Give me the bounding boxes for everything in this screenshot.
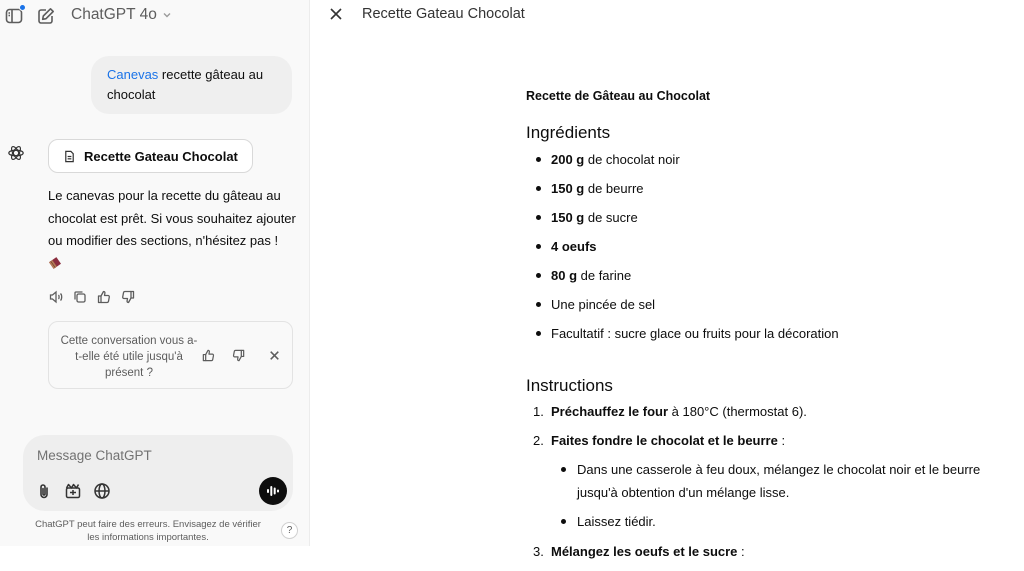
sidebar-toggle-icon[interactable] xyxy=(4,6,24,26)
feedback-thumbs-down-icon[interactable] xyxy=(231,348,246,363)
chatgpt-logo-icon xyxy=(7,144,25,162)
instruction-step: 1. Préchauffez le four à 180°C (thermostat 6). xyxy=(533,404,807,419)
copy-icon[interactable] xyxy=(72,289,88,305)
read-aloud-icon[interactable] xyxy=(48,289,64,305)
canvas-tag: Canevas xyxy=(107,67,159,82)
feedback-card xyxy=(48,321,293,389)
user-message-text: recette gâteau au chocolat xyxy=(107,67,264,102)
ingredients-list xyxy=(526,150,996,353)
feedback-question: Cette conversation vous a-t-elle été utile jusqu'à présent ? xyxy=(60,335,198,379)
assistant-message xyxy=(48,185,296,275)
thumbs-down-icon[interactable] xyxy=(120,289,136,305)
feedback-thumbs-up-icon[interactable] xyxy=(201,348,216,363)
chat-panel xyxy=(0,0,310,546)
ingredient-item: 200 g de chocolat noir xyxy=(526,150,996,179)
substep-item: Dans une casserole à feu doux, mélangez le chocolat noir et le beurre jusqu'à obtention d'un mélange lisse. xyxy=(551,458,996,504)
message-input[interactable] xyxy=(37,445,267,465)
substep-item: Laissez tiédir. xyxy=(551,510,996,533)
chat-header xyxy=(0,0,310,30)
canvas-document[interactable] xyxy=(526,86,996,571)
canvas-tool-icon[interactable] xyxy=(64,482,82,500)
step-substeps xyxy=(551,458,996,533)
instructions-heading: Instructions xyxy=(526,376,613,395)
chocolate-bar-icon xyxy=(48,254,62,266)
new-chat-icon[interactable] xyxy=(36,6,56,26)
attach-paperclip-icon[interactable] xyxy=(35,482,53,500)
ingredient-item: 4 oeufs xyxy=(526,237,996,266)
close-canvas-icon[interactable] xyxy=(328,6,344,22)
notification-dot xyxy=(19,4,26,11)
document-heading: Recette de Gâteau au Chocolat xyxy=(526,89,711,103)
assistant-message-text: Le canevas pour la recette du gâteau au chocolat est prêt. Si vous souhaitez ajouter ou modifier des sections, n'hésitez pas ! xyxy=(48,188,296,248)
canvas-panel xyxy=(311,0,1024,559)
ingredient-item: Une pincée de sel xyxy=(526,295,996,324)
message-actions xyxy=(48,289,136,305)
message-composer xyxy=(23,435,293,511)
ingredient-item: Facultatif : sucre glace ou fruits pour la décoration xyxy=(526,324,996,353)
help-button[interactable]: ? xyxy=(281,522,298,539)
ingredient-item: 150 g de beurre xyxy=(526,179,996,208)
model-selector[interactable] xyxy=(71,6,173,24)
open-canvas-button[interactable] xyxy=(48,139,253,173)
dismiss-feedback-icon[interactable] xyxy=(268,349,281,362)
user-message xyxy=(91,56,292,114)
instruction-step: 3. Mélangez les oeufs et le sucre : xyxy=(533,544,745,559)
instructions-list xyxy=(526,402,996,562)
voice-waveform-icon xyxy=(265,483,281,499)
disclaimer-text: ChatGPT peut faire des erreurs. Envisagez de vérifier les informations importantes. xyxy=(35,519,261,543)
voice-mode-button[interactable] xyxy=(259,477,287,505)
canvas-title: Recette Gateau Chocolat xyxy=(362,6,525,22)
ingredient-item: 150 g de sucre xyxy=(526,208,996,237)
canvas-chip-label: Recette Gateau Chocolat xyxy=(84,148,238,164)
ingredients-heading: Ingrédients xyxy=(526,123,611,142)
thumbs-up-icon[interactable] xyxy=(96,289,112,305)
ingredient-item: 80 g de farine xyxy=(526,266,996,295)
instruction-step: 2. Faites fondre le chocolat et le beurre : Dans une casserole à feu doux, mélangez le chocolat noir et le beurre jusqu'à obtention d'un mélange lisse. Laissez tiédir. xyxy=(526,431,996,533)
globe-search-icon[interactable] xyxy=(93,482,111,500)
chevron-down-icon xyxy=(161,9,173,21)
model-name: ChatGPT 4o xyxy=(71,6,157,23)
document-icon xyxy=(63,150,76,163)
